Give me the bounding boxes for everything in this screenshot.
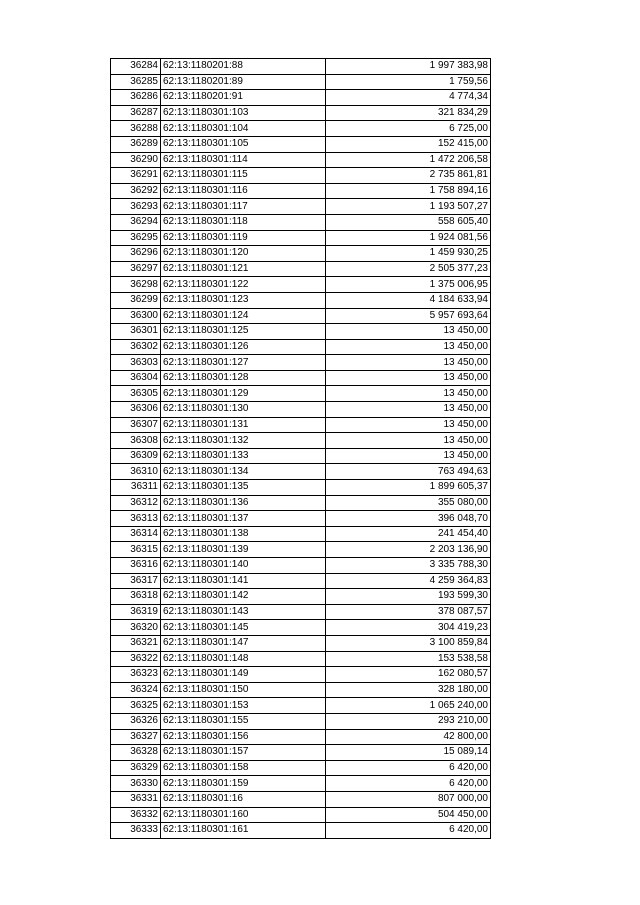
cadastral-number: 62:13:1180301:136 [161, 495, 326, 511]
table-row [111, 558, 491, 574]
table-row [111, 277, 491, 293]
table-row [111, 136, 491, 152]
table-row [111, 230, 491, 246]
cadastral-number: 62:13:1180301:119 [161, 230, 326, 246]
cadastral-number: 62:13:1180301:123 [161, 292, 326, 308]
cadastral-number: 62:13:1180301:139 [161, 542, 326, 558]
cadastral-number: 62:13:1180301:150 [161, 682, 326, 698]
row-number: 36331 [111, 791, 161, 807]
table-row [111, 105, 491, 121]
table-row [111, 526, 491, 542]
row-number: 36310 [111, 464, 161, 480]
cadastral-value: 153 538,58 [326, 651, 491, 667]
row-number: 36298 [111, 277, 161, 293]
row-number: 36312 [111, 495, 161, 511]
cadastral-value: 4 774,34 [326, 90, 491, 106]
cadastral-number: 62:13:1180301:157 [161, 745, 326, 761]
table-row [111, 698, 491, 714]
cadastral-number: 62:13:1180301:149 [161, 667, 326, 683]
row-number: 36301 [111, 324, 161, 340]
cadastral-number: 62:13:1180301:128 [161, 370, 326, 386]
row-number: 36318 [111, 589, 161, 605]
row-number: 36323 [111, 667, 161, 683]
cadastral-value: 1 065 240,00 [326, 698, 491, 714]
cadastral-value-table [110, 58, 491, 839]
row-number: 36333 [111, 823, 161, 839]
cadastral-number: 62:13:1180301:121 [161, 261, 326, 277]
row-number: 36286 [111, 90, 161, 106]
table-row [111, 417, 491, 433]
table-row [111, 59, 491, 75]
row-number: 36296 [111, 246, 161, 262]
cadastral-number: 62:13:1180301:141 [161, 573, 326, 589]
row-number: 36305 [111, 386, 161, 402]
row-number: 36319 [111, 604, 161, 620]
table-row [111, 682, 491, 698]
cadastral-number: 62:13:1180301:115 [161, 168, 326, 184]
cadastral-value: 6 420,00 [326, 823, 491, 839]
cadastral-value: 396 048,70 [326, 511, 491, 527]
cadastral-value: 3 100 859,84 [326, 635, 491, 651]
row-number: 36291 [111, 168, 161, 184]
cadastral-number: 62:13:1180301:116 [161, 183, 326, 199]
table-row [111, 823, 491, 839]
cadastral-value: 6 725,00 [326, 121, 491, 137]
cadastral-number: 62:13:1180301:133 [161, 448, 326, 464]
table-row [111, 807, 491, 823]
cadastral-number: 62:13:1180301:117 [161, 199, 326, 215]
table-row [111, 261, 491, 277]
row-number: 36330 [111, 776, 161, 792]
cadastral-number: 62:13:1180301:137 [161, 511, 326, 527]
table-row [111, 511, 491, 527]
cadastral-value: 13 450,00 [326, 433, 491, 449]
table-row [111, 448, 491, 464]
cadastral-number: 62:13:1180301:103 [161, 105, 326, 121]
table-row [111, 214, 491, 230]
cadastral-value: 42 800,00 [326, 729, 491, 745]
table-row [111, 324, 491, 340]
cadastral-value: 241 454,40 [326, 526, 491, 542]
cadastral-value: 321 834,29 [326, 105, 491, 121]
cadastral-value: 3 335 788,30 [326, 558, 491, 574]
cadastral-value: 1 375 006,95 [326, 277, 491, 293]
table-row [111, 292, 491, 308]
table-row [111, 589, 491, 605]
row-number: 36303 [111, 355, 161, 371]
table-row [111, 199, 491, 215]
cadastral-value: 558 605,40 [326, 214, 491, 230]
cadastral-number: 62:13:1180301:130 [161, 402, 326, 418]
cadastral-number: 62:13:1180301:114 [161, 152, 326, 168]
row-number: 36302 [111, 339, 161, 355]
cadastral-number: 62:13:1180301:126 [161, 339, 326, 355]
cadastral-number: 62:13:1180301:156 [161, 729, 326, 745]
table-row [111, 651, 491, 667]
table-row [111, 776, 491, 792]
cadastral-number: 62:13:1180301:138 [161, 526, 326, 542]
cadastral-number: 62:13:1180201:89 [161, 74, 326, 90]
cadastral-number: 62:13:1180301:145 [161, 620, 326, 636]
cadastral-value: 6 420,00 [326, 760, 491, 776]
cadastral-number: 62:13:1180301:142 [161, 589, 326, 605]
table-row [111, 791, 491, 807]
row-number: 36289 [111, 136, 161, 152]
cadastral-number: 62:13:1180301:147 [161, 635, 326, 651]
table-row [111, 246, 491, 262]
row-number: 36315 [111, 542, 161, 558]
cadastral-number: 62:13:1180301:124 [161, 308, 326, 324]
cadastral-number: 62:13:1180301:159 [161, 776, 326, 792]
row-number: 36317 [111, 573, 161, 589]
row-number: 36320 [111, 620, 161, 636]
row-number: 36308 [111, 433, 161, 449]
table-row [111, 745, 491, 761]
table-body [111, 59, 491, 839]
cadastral-value: 2 203 136,90 [326, 542, 491, 558]
cadastral-value: 152 415,00 [326, 136, 491, 152]
row-number: 36293 [111, 199, 161, 215]
cadastral-number: 62:13:1180301:125 [161, 324, 326, 340]
cadastral-number: 62:13:1180301:140 [161, 558, 326, 574]
cadastral-value: 15 089,14 [326, 745, 491, 761]
row-number: 36290 [111, 152, 161, 168]
table-row [111, 355, 491, 371]
cadastral-value: 504 450,00 [326, 807, 491, 823]
cadastral-number: 62:13:1180301:104 [161, 121, 326, 137]
cadastral-value: 1 193 507,27 [326, 199, 491, 215]
cadastral-number: 62:13:1180301:148 [161, 651, 326, 667]
row-number: 36294 [111, 214, 161, 230]
cadastral-value: 763 494,63 [326, 464, 491, 480]
table-row [111, 760, 491, 776]
table-row [111, 729, 491, 745]
row-number: 36309 [111, 448, 161, 464]
row-number: 36327 [111, 729, 161, 745]
table-row [111, 604, 491, 620]
cadastral-value: 5 957 693,64 [326, 308, 491, 324]
cadastral-number: 62:13:1180301:155 [161, 713, 326, 729]
row-number: 36326 [111, 713, 161, 729]
cadastral-value: 1 759,56 [326, 74, 491, 90]
cadastral-number: 62:13:1180301:132 [161, 433, 326, 449]
cadastral-value: 293 210,00 [326, 713, 491, 729]
cadastral-value: 13 450,00 [326, 417, 491, 433]
cadastral-value: 13 450,00 [326, 370, 491, 386]
cadastral-value: 13 450,00 [326, 324, 491, 340]
row-number: 36299 [111, 292, 161, 308]
cadastral-value: 2 505 377,23 [326, 261, 491, 277]
row-number: 36325 [111, 698, 161, 714]
cadastral-value: 4 184 633,94 [326, 292, 491, 308]
cadastral-value: 1 758 894,16 [326, 183, 491, 199]
table-row [111, 308, 491, 324]
cadastral-number: 62:13:1180301:143 [161, 604, 326, 620]
row-number: 36284 [111, 59, 161, 75]
table-row [111, 667, 491, 683]
row-number: 36300 [111, 308, 161, 324]
table-row [111, 542, 491, 558]
table-row [111, 495, 491, 511]
row-number: 36332 [111, 807, 161, 823]
table-row [111, 620, 491, 636]
table-row [111, 183, 491, 199]
cadastral-number: 62:13:1180301:122 [161, 277, 326, 293]
cadastral-value: 13 450,00 [326, 339, 491, 355]
table-row [111, 635, 491, 651]
row-number: 36328 [111, 745, 161, 761]
table-row [111, 370, 491, 386]
table-row [111, 464, 491, 480]
row-number: 36307 [111, 417, 161, 433]
cadastral-value: 193 599,30 [326, 589, 491, 605]
table-row [111, 713, 491, 729]
row-number: 36285 [111, 74, 161, 90]
row-number: 36297 [111, 261, 161, 277]
cadastral-value: 1 924 081,56 [326, 230, 491, 246]
row-number: 36288 [111, 121, 161, 137]
row-number: 36314 [111, 526, 161, 542]
cadastral-number: 62:13:1180301:153 [161, 698, 326, 714]
cadastral-number: 62:13:1180201:91 [161, 90, 326, 106]
table-row [111, 152, 491, 168]
cadastral-value: 13 450,00 [326, 402, 491, 418]
table-row [111, 402, 491, 418]
cadastral-number: 62:13:1180301:105 [161, 136, 326, 152]
cadastral-number: 62:13:1180301:120 [161, 246, 326, 262]
cadastral-number: 62:13:1180301:127 [161, 355, 326, 371]
cadastral-value: 1 472 206,58 [326, 152, 491, 168]
table-row [111, 339, 491, 355]
cadastral-value: 6 420,00 [326, 776, 491, 792]
cadastral-value: 355 080,00 [326, 495, 491, 511]
cadastral-number: 62:13:1180301:135 [161, 480, 326, 496]
cadastral-value: 1 459 930,25 [326, 246, 491, 262]
cadastral-number: 62:13:1180301:158 [161, 760, 326, 776]
cadastral-number: 62:13:1180301:134 [161, 464, 326, 480]
cadastral-number: 62:13:1180301:131 [161, 417, 326, 433]
cadastral-value: 328 180,00 [326, 682, 491, 698]
cadastral-value: 4 259 364,83 [326, 573, 491, 589]
cadastral-value: 13 450,00 [326, 386, 491, 402]
row-number: 36324 [111, 682, 161, 698]
cadastral-number: 62:13:1180301:118 [161, 214, 326, 230]
table-row [111, 480, 491, 496]
cadastral-value: 1 997 383,98 [326, 59, 491, 75]
table-row [111, 90, 491, 106]
table-row [111, 573, 491, 589]
row-number: 36329 [111, 760, 161, 776]
cadastral-number: 62:13:1180301:129 [161, 386, 326, 402]
cadastral-value: 162 080,57 [326, 667, 491, 683]
cadastral-value: 1 899 605,37 [326, 480, 491, 496]
cadastral-value: 13 450,00 [326, 355, 491, 371]
cadastral-value: 304 419,23 [326, 620, 491, 636]
row-number: 36287 [111, 105, 161, 121]
cadastral-number: 62:13:1180301:160 [161, 807, 326, 823]
table-row [111, 433, 491, 449]
row-number: 36304 [111, 370, 161, 386]
cadastral-value: 13 450,00 [326, 448, 491, 464]
row-number: 36306 [111, 402, 161, 418]
table-row [111, 386, 491, 402]
cadastral-number: 62:13:1180301:16 [161, 791, 326, 807]
cadastral-value: 807 000,00 [326, 791, 491, 807]
cadastral-value: 378 087,57 [326, 604, 491, 620]
row-number: 36316 [111, 558, 161, 574]
row-number: 36292 [111, 183, 161, 199]
cadastral-value: 2 735 861,81 [326, 168, 491, 184]
row-number: 36322 [111, 651, 161, 667]
row-number: 36321 [111, 635, 161, 651]
row-number: 36295 [111, 230, 161, 246]
table-row [111, 168, 491, 184]
row-number: 36313 [111, 511, 161, 527]
table-row [111, 121, 491, 137]
row-number: 36311 [111, 480, 161, 496]
cadastral-number: 62:13:1180201:88 [161, 59, 326, 75]
table-row [111, 74, 491, 90]
cadastral-number: 62:13:1180301:161 [161, 823, 326, 839]
